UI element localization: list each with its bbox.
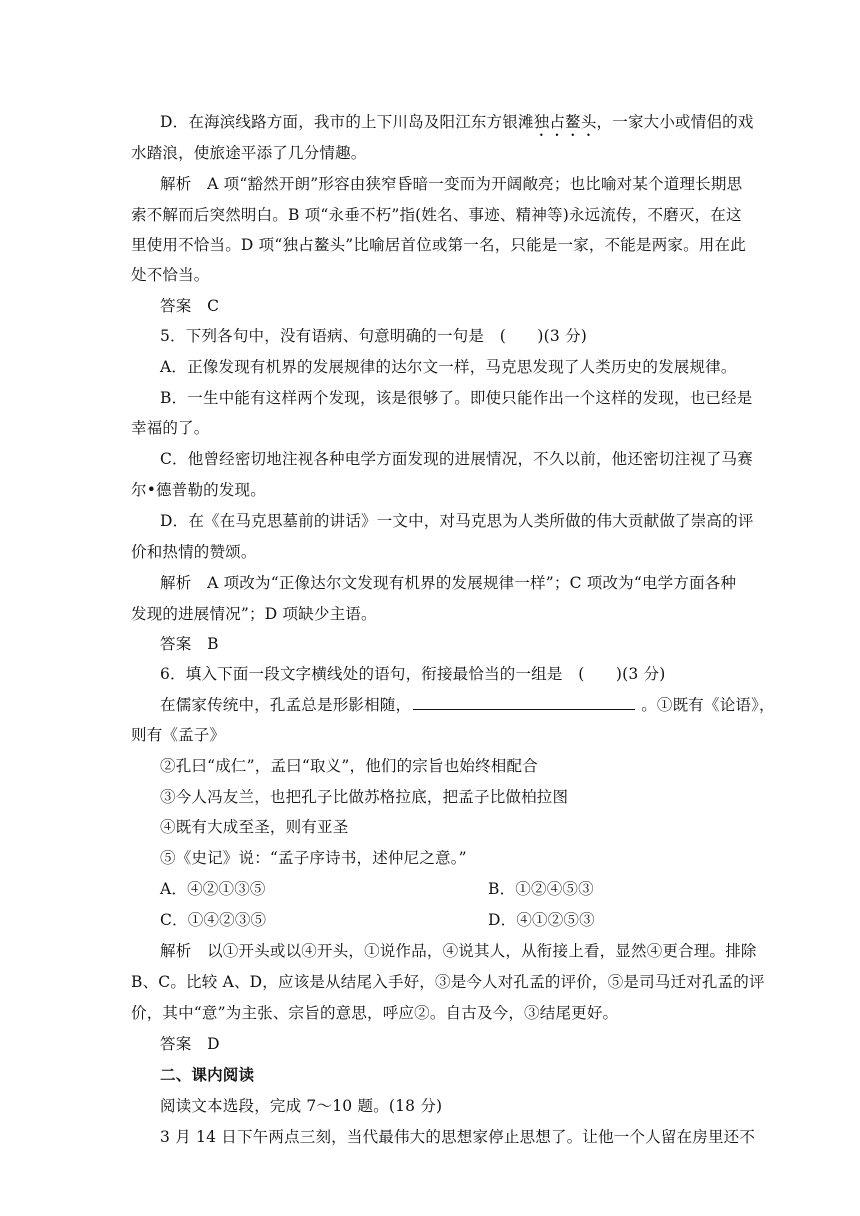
q5-option-a: A．正像发现有机界的发展规律的达尔文一样，马克思发现了人类历史的发展规律。 — [160, 358, 737, 376]
q5-option-b-line2: 幸福的了。 — [131, 419, 210, 437]
q4-option-d-line1 — [160, 112, 754, 140]
q4-answer: 答案 C — [160, 297, 220, 315]
q6-analysis-line1: 解析 以①开头或以④开头，①说作品，④说其人，从衔接上看，显然④更合理。排除 — [160, 942, 757, 960]
q6-sentence-5: ⑤《史记》说：“孟子序诗书，述仲尼之意。” — [160, 849, 467, 867]
q4-analysis-line2: 索不解而后突然明白。B 项“永垂不朽”指(姓名、事迹、精神等)永远流传，不磨灭，在这 — [131, 206, 742, 224]
q6-analysis-line3: 价，其中“意”为主张、宗旨的意思，呼应②。自古及今，③结尾更好。 — [131, 1004, 619, 1022]
section-heading: 二、课内阅读 — [160, 1065, 255, 1084]
q6-analysis-line2: B、C。比较 A、D，应该是从结尾入手好，③是今人对孔孟的评价，⑤是司马迁对孔孟的评 — [131, 973, 765, 991]
q4-analysis-line1: 解析 A 项“豁然开朗”形容由狭窄昏暗一变而为开阔敞亮；也比喻对某个道理长期思 — [160, 175, 743, 193]
text-segment: ，一家大小或情侣的戏 — [596, 113, 754, 131]
q6-options-row2 — [160, 910, 732, 930]
reading-instruction: 阅读文本选段，完成 7～10 题。(18 分) — [160, 1097, 443, 1115]
q5-option-b-line1: B．一生中能有这样两个发现，该是很够了。即使只能作出一个这样的发现，也已经是 — [160, 389, 753, 407]
q4-analysis-line4: 处不恰当。 — [131, 266, 210, 284]
text-segment: 在儒家传统中，孔孟总是形影相随， — [160, 696, 412, 714]
q6-passage-line1 — [160, 695, 775, 715]
q4-analysis-line3: 里使用不恰当。D 项“独占鳌头”比喻居首位或第一名，只能是一家，不能是两家。用在此 — [131, 236, 746, 254]
fill-in-blank — [413, 695, 635, 710]
text-segment: D．在海滨线路方面，我市的上下川岛及阳江东方银滩 — [160, 113, 534, 131]
q6-option-c: C．①④②③⑤ — [160, 911, 267, 929]
q5-answer: 答案 B — [160, 635, 219, 653]
q6-option-d: D．④①②⑤③ — [488, 911, 595, 929]
q6-option-a: A．④②①③⑤ — [160, 880, 266, 898]
q5-option-d-line2: 价和热情的赞颂。 — [131, 543, 257, 561]
emphasized-phrase: 独占鳌头 — [533, 113, 597, 131]
text-segment: 。①既有《论语》， — [641, 696, 775, 714]
q6-sentence-4: ④既有大成至圣，则有亚圣 — [160, 818, 349, 836]
q6-answer: 答案 D — [160, 1035, 220, 1053]
q6-passage-line2: 则有《孟子》 — [131, 726, 226, 744]
q5-option-d-line1: D．在《在马克思墓前的讲话》一文中，对马克思为人类所做的伟大贡献做了崇高的评 — [160, 512, 754, 530]
q6-sentence-3: ③今人冯友兰，也把孔子比做苏格拉底，把孟子比做柏拉图 — [160, 788, 569, 806]
q5-analysis-line1: 解析 A 项改为“正像达尔文发现有机界的发展规律一样”；C 项改为“电学方面各种 — [160, 574, 737, 592]
reading-text-line1: 3 月 14 日下午两点三刻，当代最伟大的思想家停止思想了。让他一个人留在房里还不 — [160, 1128, 756, 1146]
q5-option-c-line1: C．他曾经密切地注视各种电学方面发现的进展情况，不久以前，他还密切注视了马赛 — [160, 450, 753, 468]
q6-stem: 6．填入下面一段文字横线处的语句，衔接最恰当的一组是 ( )(3 分) — [160, 665, 666, 683]
q6-options-row1 — [160, 879, 732, 899]
q5-stem: 5．下列各句中，没有语病、句意明确的一句是 ( )(3 分) — [160, 327, 588, 345]
q6-sentence-2: ②孔曰“成仁”，孟曰“取义”，他们的宗旨也始终相配合 — [160, 757, 538, 775]
q5-analysis-line2: 发现的进展情况”；D 项缺少主语。 — [131, 605, 377, 623]
q6-option-b: B．①②④⑤③ — [488, 880, 594, 898]
q5-option-c-line2: 尔•德普勒的发现。 — [131, 481, 266, 499]
q4-option-d-line2: 水踏浪，使旅途平添了几分情趣。 — [131, 144, 367, 162]
